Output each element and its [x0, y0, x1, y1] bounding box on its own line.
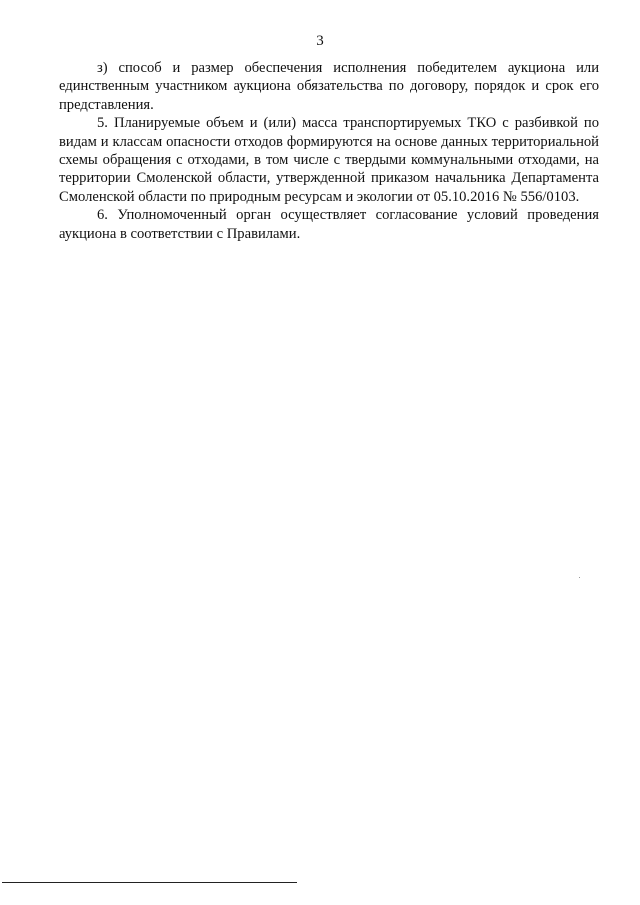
document-body — [59, 59, 599, 243]
footnote-separator-line — [2, 882, 297, 883]
paragraph-item-5: 5. Планируемые объем и (или) масса транспортируемых ТКО с разбивкой по видам и классам опасности отходов формируются на основе данных территориальной схемы обращения с отходами, в том числе с твердыми коммунальными отходами, на территории Смоленской области, утвержденной приказом начальника Департамента Смоленской области по природным ресурсам и экологии от 05.10.2016 № 556/0103. — [59, 115, 599, 205]
paragraph-item-z: з) способ и размер обеспечения исполнения победителем аукциона или единственным участником аукциона обязательства по договору, порядок и срок его представления. — [59, 60, 599, 113]
paragraph-item-6: 6. Уполномоченный орган осуществляет согласование условий проведения аукциона в соответствии с Правилами. — [59, 207, 599, 242]
page-number: 3 — [316, 33, 324, 49]
scan-speck — [579, 577, 580, 578]
